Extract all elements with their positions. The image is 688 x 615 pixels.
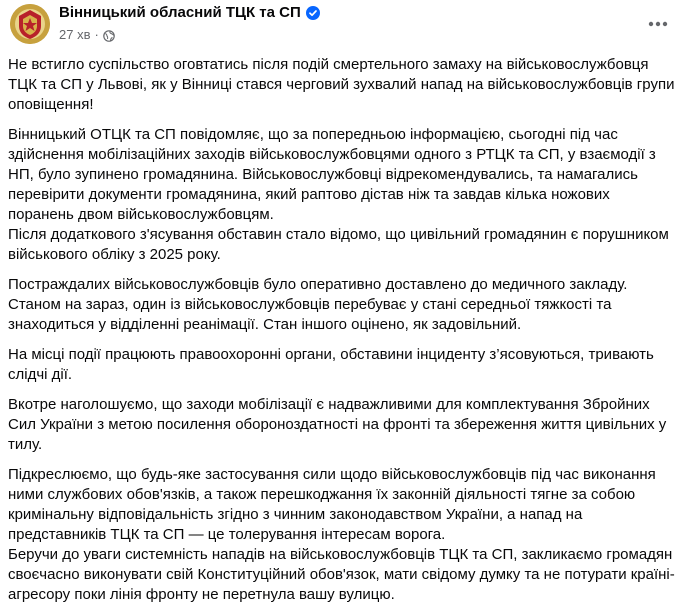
military-emblem-icon [10,4,50,44]
post-paragraph [8,345,678,385]
post-paragraph [8,275,678,335]
post-timestamp[interactable]: 27 хв [59,27,91,42]
page-name-row [59,3,320,22]
post-options-button[interactable] [642,8,674,40]
post-paragraph [8,395,678,455]
verified-badge-icon [306,6,320,20]
more-horizontal-icon [648,21,668,27]
globe-icon [103,29,115,41]
paragraph-text: Вкотре наголошуємо, що заходи мобілізації є надважливими для комплектування Збройних Сил України з метою посилення обороноздатності на фронті та збереження життя цивільних у тилу. [8,396,667,453]
post-body [8,55,678,615]
post-paragraph [8,55,678,115]
post-paragraph [8,465,678,605]
post-header [0,0,688,48]
post-paragraph [8,125,678,265]
page-avatar[interactable] [10,4,50,44]
paragraph-text: Не встигло суспільство оговтатись після подій смертельного замаху на військовослужбовця ТЦК та СП у Львові, як у Вінниці стався черговий зухвалий напад на військовослужбовців групи оповіщення! [8,56,675,113]
post-meta [59,26,115,43]
paragraph-text: Підкреслюємо, що будь-яке застосування сили щодо військовослужбовців під час виконання ними службових обов'язків, а також перешкоджання їх законній діяльності тягне за собою кримінальну відповідальність згідно з чинним законодавством України, а напад на представників ТЦК та СП — це толерування інтересам ворога. Беручи до уваги системність нападів на військовослужбовців ТЦК та СП, закликаємо громадян своєчасно виконувати свій Конституційний обов'язок, мати свідому думку та не потурати країні-агресору поки лінія фронту не перетнула вашу вулицю. [8,466,675,603]
page-name-link[interactable]: Вінницький обласний ТЦК та СП [59,4,301,21]
meta-separator: · [94,27,99,42]
paragraph-text: Вінницький ОТЦК та СП повідомляє, що за попередньою інформацією, сьогодні під час здійснення мобілізаційних заходів військовослужбовцями одного з РТЦК та СП, у взаємодії з НП, було зупинено громадянина. Військовослужбовці відрекомендувались, та намагались перевірити документи громадянина, який раптово дістав ніж та завдав кілька ножових поранень двом військовослужбовцям. Після додаткового з'ясування обставин стало відомо, що цивільний громадянин є порушником військового обліку з 2025 року. [8,126,669,263]
paragraph-text: На місці події працюють правоохоронні органи, обставини інциденту з’ясовуються, тривають слідчі дії. [8,346,654,383]
paragraph-text: Постраждалих військовослужбовців було оперативно доставлено до медичного закладу. Станом на зараз, один із військовослужбовців перебуває у стані середньої тяжкості та знаходиться у відділенні реанімації. Стан іншого оцінено, як задовільний. [8,276,628,333]
